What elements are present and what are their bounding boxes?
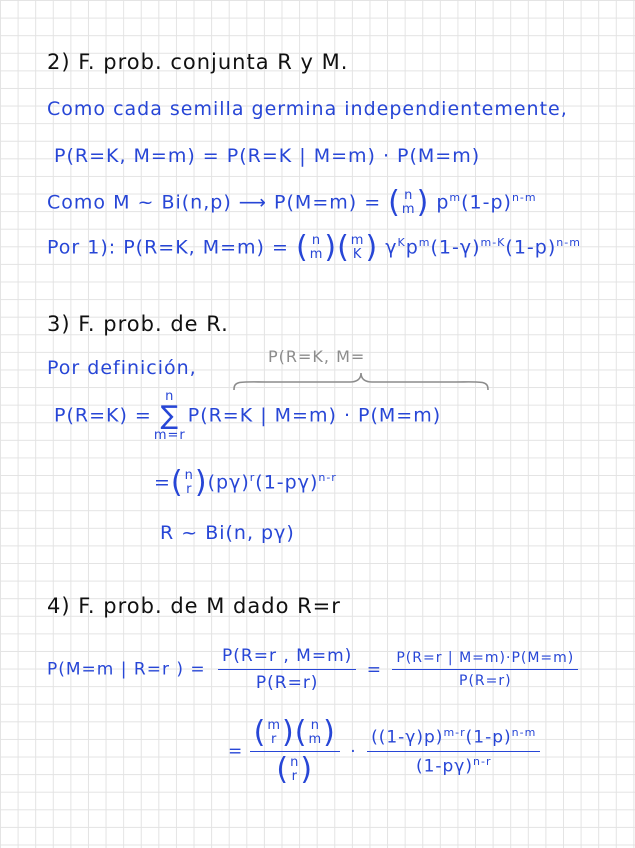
line-3-exp-nr: n-r bbox=[318, 471, 337, 485]
section-3-line-1: Por definición, bbox=[47, 357, 197, 379]
line-2-rhs: P(R=K | M=m) · P(M=m) bbox=[187, 404, 442, 427]
num-part-a: ((1-γ)p) bbox=[371, 728, 444, 748]
section-2-heading: 2) F. prob. conjunta R y M. bbox=[47, 50, 349, 74]
section-2-line-2: P(R=K, M=m) = P(R=K | M=m) · P(M=m) bbox=[54, 145, 481, 167]
line-3-pg: (pγ) bbox=[207, 471, 250, 494]
binom-top: n bbox=[184, 468, 194, 484]
binom-m-K: ( m K ) bbox=[337, 230, 379, 265]
den-exp-nr: n-r bbox=[473, 755, 492, 768]
line-3-exp-r: r bbox=[249, 471, 256, 485]
fraction-denominator: P(R=r) bbox=[255, 673, 319, 693]
num-exp-nm: n-m bbox=[511, 726, 537, 740]
binom-top: n bbox=[290, 755, 300, 771]
binom-bottom: m bbox=[401, 202, 416, 217]
line-4-gamma: γ bbox=[378, 236, 398, 259]
binom-top: n bbox=[311, 233, 322, 249]
summation-icon: n ∑ m=r bbox=[153, 389, 186, 443]
line-3-p: p bbox=[429, 191, 450, 214]
binom-bottom: K bbox=[352, 247, 363, 262]
section-4-heading: 4) F. prob. de M dado R=r bbox=[47, 594, 341, 618]
equals-sign: = bbox=[228, 741, 244, 762]
line-4-p: p bbox=[405, 236, 419, 259]
line-2-lhs: P(R=K) = bbox=[54, 404, 152, 427]
sum-top: n bbox=[165, 389, 175, 404]
binom-bottom: m bbox=[309, 247, 324, 262]
line-4-exp-mK: m-K bbox=[480, 236, 506, 250]
sum-bottom: m=r bbox=[153, 428, 186, 443]
fraction-binomials bbox=[250, 715, 340, 787]
binom-n-m-2: ( n m ) bbox=[295, 230, 338, 265]
curly-brace-icon bbox=[232, 372, 490, 392]
line-3-prefix: Como M ~ Bi(n,p) ⟶ P(M=m) = bbox=[47, 191, 389, 214]
binom-top: m bbox=[267, 718, 282, 734]
line-3-mid: (1-p) bbox=[461, 191, 512, 214]
num-exp-mr: m-r bbox=[443, 726, 466, 740]
binom-bottom: m bbox=[308, 732, 323, 747]
section-2-line-4 bbox=[47, 230, 581, 265]
binom-top: n bbox=[310, 718, 320, 734]
section-3-line-4: R ~ Bi(n, pγ) bbox=[160, 522, 295, 544]
section-2-line-3 bbox=[47, 185, 537, 220]
line-4-exp-m: m bbox=[418, 236, 431, 250]
line-4-prefix: Por 1): P(R=K, M=m) = bbox=[47, 236, 296, 259]
fraction-numerator: P(R=r , M=m) bbox=[218, 646, 356, 670]
fraction-denominator bbox=[276, 752, 313, 785]
line-4-tail: (1-γ) bbox=[430, 236, 481, 259]
binom-m-r: ( m r ) bbox=[253, 715, 295, 750]
binom-bottom: r bbox=[291, 769, 298, 784]
fraction-bayes bbox=[392, 650, 578, 689]
fraction-numerator bbox=[250, 715, 340, 752]
section-3-line-3 bbox=[154, 465, 337, 500]
binom-n-r: ( n r ) bbox=[170, 465, 208, 500]
line-4-exp-K: K bbox=[397, 236, 406, 250]
fraction-numerator: P(R=r | M=m)·P(M=m) bbox=[392, 650, 578, 670]
fraction-denominator bbox=[416, 752, 492, 777]
line-3-exp-nm: n-m bbox=[511, 191, 537, 205]
den-part: (1-pγ) bbox=[415, 756, 474, 777]
line-3-eq: = bbox=[154, 471, 171, 494]
equals-sign: = bbox=[366, 659, 382, 680]
line-3-tail: (1-pγ) bbox=[255, 471, 319, 494]
binom-n-m: ( n m ) bbox=[388, 185, 430, 220]
fraction-powers bbox=[367, 726, 540, 776]
num-part-b: (1-p) bbox=[465, 728, 512, 748]
conditional-lhs: P(M=m | R=r ) = bbox=[47, 659, 206, 680]
binom-top: n bbox=[404, 188, 414, 204]
line-4-exp-nm: n-m bbox=[556, 236, 581, 250]
fraction-numerator bbox=[367, 726, 540, 752]
fraction-denominator: P(R=r) bbox=[459, 673, 512, 689]
line-3-exp-m: m bbox=[449, 191, 462, 205]
binom-bottom: r bbox=[186, 482, 193, 497]
section-3-heading: 3) F. prob. de R. bbox=[47, 312, 229, 336]
fraction-joint bbox=[218, 646, 356, 693]
binom-bottom: r bbox=[271, 732, 278, 747]
brace-annotation: P(R=K, M= bbox=[268, 347, 366, 366]
section-3-line-2 bbox=[54, 390, 441, 442]
section-4-line-2 bbox=[228, 715, 540, 787]
multiply-dot: · bbox=[350, 741, 357, 762]
line-4-tail2: (1-p) bbox=[505, 236, 557, 259]
section-4-line-1 bbox=[47, 646, 578, 693]
section-2-line-1: Como cada semilla germina independientemente, bbox=[47, 98, 568, 120]
binom-n-m-3: ( n m ) bbox=[294, 715, 336, 750]
binom-n-r-2: ( n r ) bbox=[276, 752, 314, 787]
binom-top: m bbox=[350, 233, 365, 249]
